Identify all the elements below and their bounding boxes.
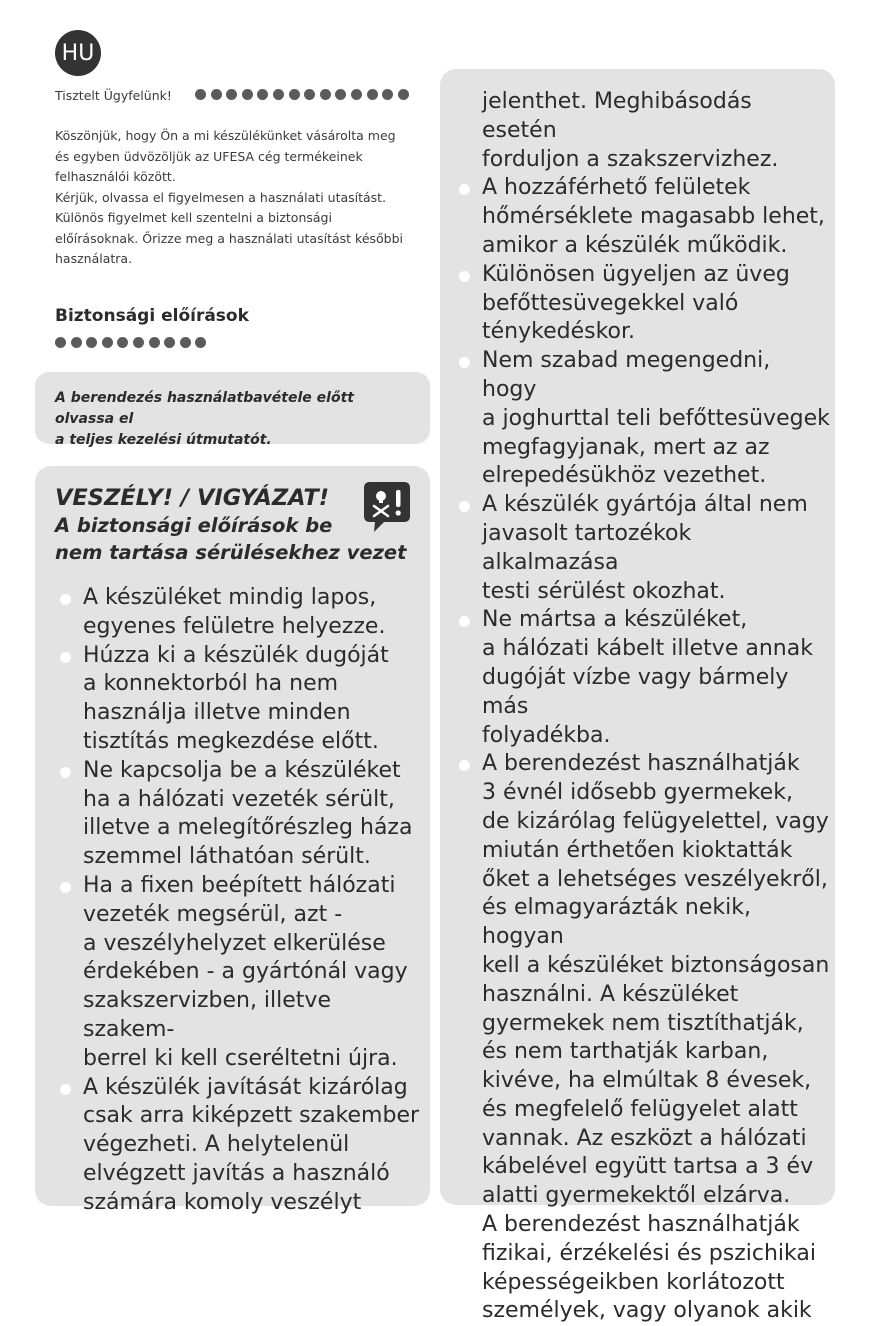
intro-line: Kérjük, olvassa el figyelmesen a használati utasítást. xyxy=(55,189,387,205)
list-item xyxy=(456,174,831,260)
list-item-line: alatti gyermekektől elzárva. xyxy=(482,1183,791,1209)
read-manual-notice xyxy=(35,372,430,448)
list-item xyxy=(57,584,427,642)
list-item-line: folyadékba. xyxy=(482,722,611,748)
list-item-line: Nem szabad megengedni, hogy xyxy=(482,348,771,402)
safety-list xyxy=(456,88,831,1326)
language-badge: HU xyxy=(55,30,101,76)
list-item-line: csak arra kiképzett szakember xyxy=(83,1103,420,1129)
list-item-line: dugóját vízbe vagy bármely más xyxy=(482,664,789,719)
notice-line: A berendezés használatbavétele előtt olvassa el xyxy=(55,390,354,427)
list-item-line: használni. A készüléket xyxy=(482,981,739,1007)
list-item-line: Ne kapcsolja be a készüléket xyxy=(83,757,401,783)
list-item xyxy=(456,491,831,606)
intro-paragraph xyxy=(55,126,425,270)
list-item-line: berrel ki kell cseréltetni újra. xyxy=(83,1045,398,1071)
list-item-line: és megfelelő felügyelet alatt xyxy=(482,1096,798,1122)
greeting: Tisztelt Ügyfelünk! xyxy=(55,88,172,103)
notice-line: a teljes kezelési útmutatót. xyxy=(55,432,272,448)
safety-continued-box xyxy=(440,69,835,1324)
greeting-dot-divider xyxy=(195,89,409,100)
list-item-line: a veszélyhelyzet elkerülése xyxy=(83,930,386,956)
list-item-line: megfagyjanak, mert az az xyxy=(482,434,770,460)
list-item-line: szakszervizben, illetve szakem- xyxy=(83,988,331,1042)
intro-line: Különös figyelmet kell szentelni a biztonsági xyxy=(55,210,332,225)
list-item-line: a joghurttal teli befőttesüvegek xyxy=(482,405,830,431)
list-item-line: vezeték megsérül, azt - xyxy=(83,901,343,927)
intro-line: felhasználói között. xyxy=(55,169,176,184)
intro-line: előírásoknak. Őrizze meg a használati utasítást későbbi xyxy=(55,230,404,246)
list-item-line: Ne mártsa a készüléket, xyxy=(482,607,748,633)
danger-title: VESZÉLY! / VIGYÁZAT! xyxy=(55,485,330,511)
list-item xyxy=(57,757,427,872)
list-item-line: 3 évnél idősebb gyermekek, xyxy=(482,780,793,806)
list-item-line: érdekében - a gyártónál vagy xyxy=(83,959,408,985)
list-item-line: és nem tarthatják karban, xyxy=(482,1039,769,1065)
danger-subtitle-line: A biztonsági előírások be xyxy=(55,514,333,537)
section-title: Biztonsági előírások xyxy=(55,306,249,326)
list-item-line: hőmérséklete magasabb lehet, xyxy=(482,204,825,230)
list-item-line: képességeikben korlátozott xyxy=(482,1269,785,1295)
intro-line: használatra. xyxy=(55,251,133,266)
danger-subtitle-line: nem tartása sérülésekhez vezet xyxy=(55,540,407,564)
list-item-line: fizikai, érzékelési és pszichikai xyxy=(482,1240,816,1266)
list-item-line: kábelével együtt tartsa a 3 év xyxy=(482,1154,814,1180)
list-item-line: de kizárólag felügyelettel, vagy xyxy=(482,808,829,834)
list-item-line: befőttesüvegekkel való xyxy=(482,290,739,316)
intro-line: Köszönjük, hogy Ön a mi készülékünket vásárolta meg xyxy=(55,128,396,143)
list-item-line: A készüléket mindig lapos, xyxy=(83,585,377,610)
intro-line: és egyben üdvözöljük az UFESA cég termékeinek xyxy=(55,148,363,164)
list-item-line: végezheti. A helytelenül xyxy=(83,1132,350,1158)
list-item xyxy=(456,750,831,1211)
danger-skull-speech-icon xyxy=(362,480,412,534)
list-item-line: illetve a melegítőrészleg háza xyxy=(83,815,413,841)
danger-subtitle xyxy=(55,513,415,566)
list-item xyxy=(456,606,831,750)
list-item-continuation xyxy=(456,88,831,174)
list-item-line: személyek, vagy olyanok akik xyxy=(482,1298,812,1324)
list-item-line: számára komoly veszélyt xyxy=(83,1189,362,1215)
list-item xyxy=(456,347,831,491)
list-item-line: A készülék gyártója által nem xyxy=(482,492,808,518)
list-item-line: A hozzáférhető felületek xyxy=(482,175,751,201)
list-item-line: egyenes felületre helyezze. xyxy=(83,613,386,639)
list-item-line: a konnektorból ha nem xyxy=(83,671,339,697)
list-item-line: A berendezést használhatják xyxy=(482,751,800,777)
list-item-line: kivéve, ha elmúltak 8 évesek, xyxy=(482,1068,812,1094)
list-item-line: A berendezést használhatják xyxy=(482,1212,800,1238)
list-item-line: forduljon a szakszervizhez. xyxy=(482,146,779,172)
list-item-line: ha a hálózati vezeték sérült, xyxy=(83,786,395,812)
list-item-line: elvégzett javítás a használó xyxy=(83,1160,390,1186)
list-item-line: őket a lehetséges veszélyekről, xyxy=(482,866,828,892)
list-item xyxy=(57,642,427,757)
list-item-line: tisztítás megkezdése előtt. xyxy=(83,728,379,754)
list-item-line: elrepedésükhöz vezethet. xyxy=(482,463,767,489)
danger-warning-box xyxy=(35,466,430,1215)
list-item xyxy=(456,1211,831,1326)
list-item-line: szemmel láthatóan sérült. xyxy=(83,844,371,870)
list-item-line: vannak. Az eszközt a hálózati xyxy=(482,1125,807,1151)
list-item-line: ténykedéskor. xyxy=(482,319,636,345)
list-item-line: A készülék javítását kizárólag xyxy=(83,1074,408,1100)
list-item xyxy=(57,872,427,1074)
list-item xyxy=(456,261,831,347)
list-item-line: javasolt tartozékok alkalmazása xyxy=(482,520,692,575)
list-item-line: testi sérülést okozhat. xyxy=(482,578,726,604)
list-item-line: miután érthetően kioktatták xyxy=(482,837,793,863)
section-dot-divider xyxy=(55,337,206,348)
list-item xyxy=(57,1074,427,1218)
list-item-line: Különösen ügyeljen az üveg xyxy=(482,261,790,287)
list-item-line: amikor a készülék működik. xyxy=(482,232,788,258)
list-item-line: gyermekek nem tisztíthatják, xyxy=(482,1010,804,1036)
list-item-line: használja illetve minden xyxy=(83,700,351,726)
list-item-line: kell a készüléket biztonságosan xyxy=(482,952,830,978)
list-item-line: Húzza ki a készülék dugóját xyxy=(83,642,389,668)
list-item-line: a hálózati kábelt illetve annak xyxy=(482,636,813,662)
list-item-line: jelenthet. Meghibásodás esetén xyxy=(482,89,752,143)
list-item-line: és elmagyarázták nekik, hogyan xyxy=(482,895,751,950)
list-item-line: Ha a fixen beépített hálózati xyxy=(83,872,396,898)
danger-list xyxy=(57,584,427,1218)
